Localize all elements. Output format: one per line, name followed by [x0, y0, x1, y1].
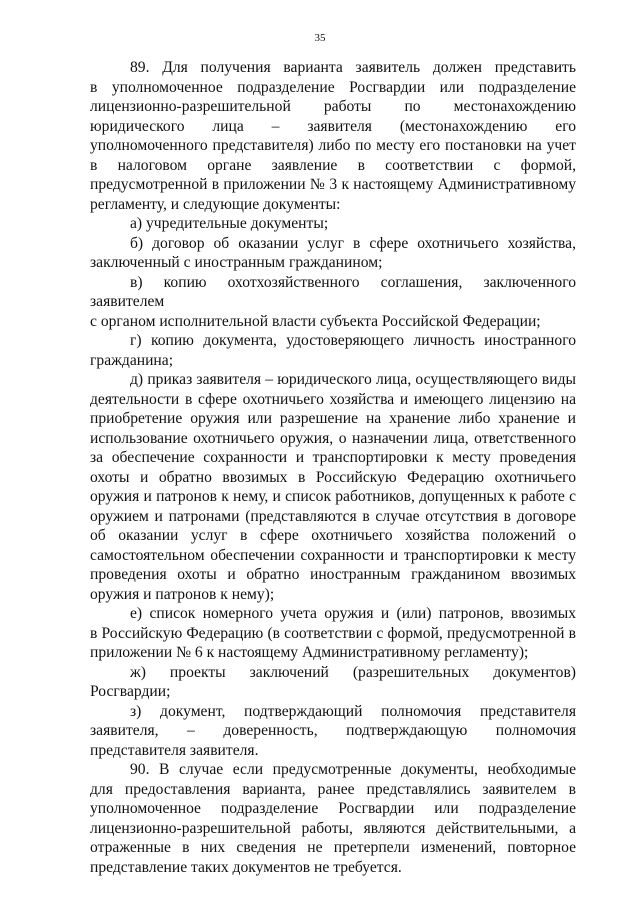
- list-item-d: [90, 370, 576, 604]
- list-item-v-text: с органом исполнительной власти субъекта Российской Федерации;: [90, 312, 541, 330]
- paragraph-89-text: в уполномоченное подразделение Росгвардии или подразделение лицензионно-разрешительной работы по местонахождению юридического лица – заявителя (местонахождению его уполномоченного представителя) либо по месту его постановки на учет в налоговом органе заявление в соответствии с формой, предусмотренной в приложении № 3 к настоящему Административному регламенту, и следующие документы:: [90, 78, 576, 213]
- list-item-zh-text: ж) проекты заключений (разрешительных документов) Росгвардии;: [90, 663, 576, 700]
- list-item-b-first-line: б) договор об оказании услуг в сфере охотничьего хозяйства,: [130, 234, 576, 252]
- list-item-z: [90, 702, 576, 761]
- list-item-b-text: заключенный с иностранным гражданином;: [90, 254, 383, 271]
- list-item-g: [90, 331, 576, 370]
- list-item-g-first-line: г) копию документа, удостоверяющего личность иностранного: [130, 332, 576, 349]
- paragraph-90-text: для предоставления варианта, ранее представлялись заявителем в уполномоченное подразделение Росгвардии или подразделение лицензионно-разрешительной работы, являются действительными, а отраженные в них сведения не претерпели изменений, повторное представление таких документов не требуется.: [90, 780, 576, 876]
- list-item-v-first-line: в) копию охотхозяйственного соглашения, заключенного заявителем: [90, 273, 576, 310]
- list-item-z-text: заявителя, – доверенность, подтверждающую полномочия представителя заявителя.: [90, 722, 576, 759]
- document-body: [90, 58, 576, 877]
- list-item-d-text: деятельности в сфере охотничьего хозяйства и имеющего лицензию на приобретение оружия или разрешение на хранение либо хранение и использование охотничьего оружия, о назначении лица, ответственного за обеспечение сохранности и транспортировки к месту проведения охоты и обратно ввозимых в Российскую Федерацию охотничьего оружия и патронов к нему, и список работников, допущенных к работе с оружием и патронами (представляются в случае отсутствия в договоре об оказании услуг в сфере охотничьего хозяйства положений о самостоятельном обеспечении сохранности и транспортировки к месту проведения охоты и обратно иностранным гражданином ввозимых оружия и патронов к нему);: [90, 390, 576, 603]
- paragraph-90: [90, 760, 576, 877]
- paragraph-89: [90, 58, 576, 214]
- list-item-z-first-line: з) документ, подтверждающий полномочия представителя: [130, 702, 576, 720]
- list-item-zh: [90, 663, 576, 702]
- list-item-a-text: а) учредительные документы;: [130, 215, 329, 232]
- list-item-d-first-line: д) приказ заявителя – юридического лица, осуществляющего виды: [130, 371, 576, 388]
- page-number: 35: [314, 32, 326, 44]
- list-item-a: [90, 214, 576, 234]
- list-item-e-first-line: е) список номерного учета оружия и (или) патронов, ввозимых: [130, 605, 576, 622]
- list-item-b: [90, 234, 576, 273]
- list-item-e-text: в Российскую Федерацию (в соответствии с формой, предусмотренной в приложении № 6 к настоящему Административному регламенту);: [90, 624, 576, 661]
- list-item-e: [90, 604, 576, 663]
- list-item-g-text: гражданина;: [90, 351, 174, 369]
- list-item-v: [90, 273, 576, 332]
- paragraph-89-first-line: 89. Для получения варианта заявитель должен представить: [130, 59, 576, 76]
- paragraph-90-first-line: 90. В случае если предусмотренные документы, необходимые: [130, 761, 576, 778]
